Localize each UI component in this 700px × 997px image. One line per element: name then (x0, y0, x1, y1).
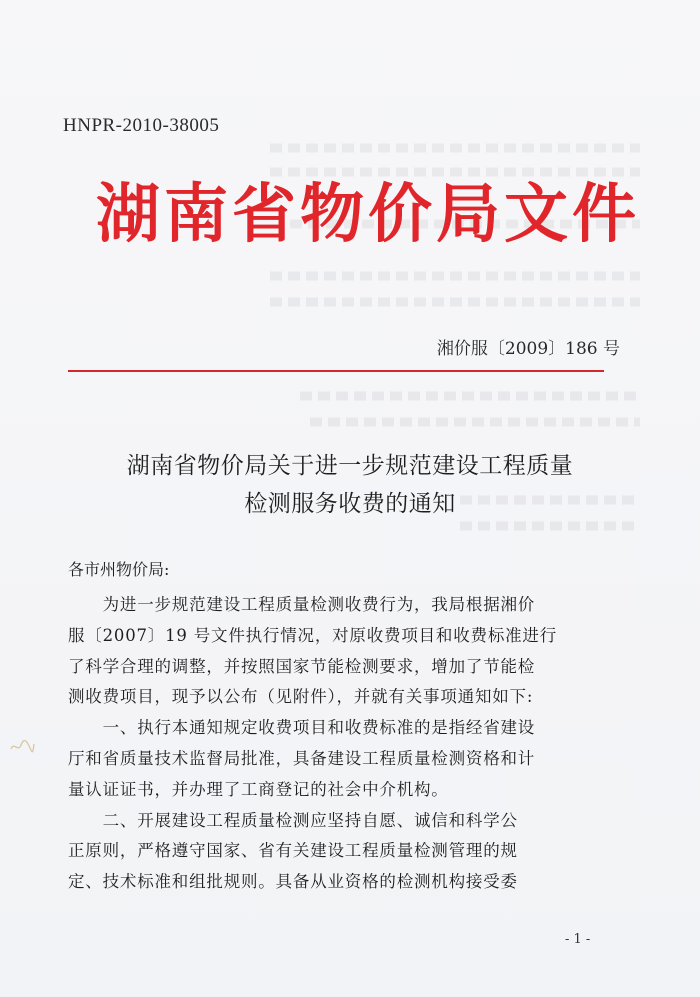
page-number: - 1 - (565, 932, 591, 947)
body-line: 定、技术标准和组批规则。具备从业资格的检测机构接受委 (68, 872, 518, 892)
notice-body (68, 590, 628, 898)
body-line: 了科学合理的调整，并按照国家节能检测要求，增加了节能检 (68, 656, 536, 676)
addressee: 各市州物价局: (68, 560, 170, 579)
body-line: 一、执行本通知规定收费项目和收费标准的是指经省建设 (68, 718, 536, 738)
notice-title-line: 湖南省物价局关于进一步规范建设工程质量 (126, 453, 574, 479)
body-line: 测收费项目，现予以公布（见附件），并就有关事项通知如下: (68, 687, 534, 707)
file-reference-number: 湘价服〔2009〕186 号 (436, 339, 620, 359)
handwritten-margin-mark (8, 735, 36, 757)
notice-title-line: 检测服务收费的通知 (244, 491, 456, 517)
notice-title (60, 447, 640, 523)
body-line: 服〔2007〕19 号文件执行情况，对原收费项目和收费标准进行 (68, 625, 558, 645)
body-line: 正原则，严格遵守国家、省有关建设工程质量检测管理的规 (68, 841, 518, 861)
red-separator-line (68, 370, 604, 372)
body-line: 厅和省质量技术监督局批准，具备建设工程质量检测资格和计 (68, 748, 536, 768)
document-code: HNPR-2010-38005 (63, 115, 220, 136)
body-line: 为进一步规范建设工程质量检测收费行为，我局根据湘价 (68, 595, 536, 614)
body-line: 量认证证书，并办理了工商登记的社会中介机构。 (68, 779, 449, 799)
body-line: 二、开展建设工程质量检测应坚持自愿、诚信和科学公 (68, 810, 518, 830)
issuer-masthead: 湖南省物价局文件 (96, 177, 640, 252)
